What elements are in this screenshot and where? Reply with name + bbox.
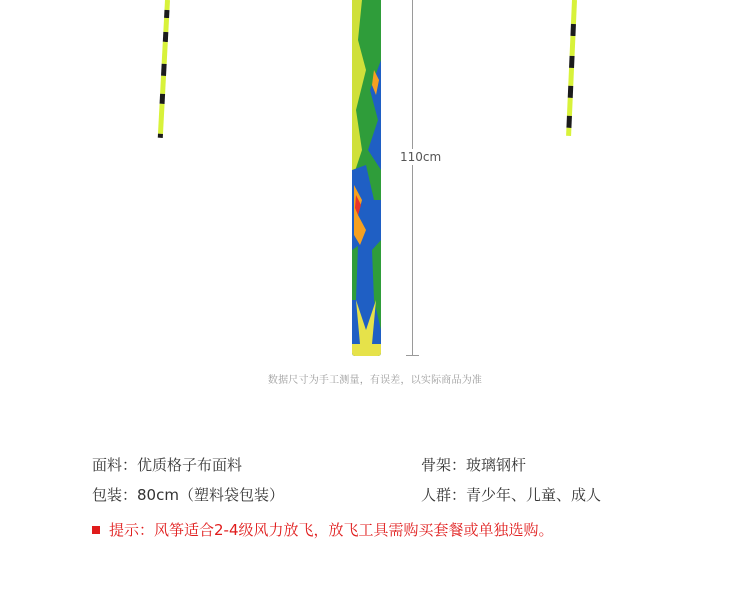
- spec-audience-value: 青少年、儿童、成人: [466, 486, 602, 504]
- notice-text: 提示：风筝适合2-4级风力放飞，放飞工具需购买套餐或单独选购。: [109, 521, 554, 539]
- spec-packaging-label: 包装：: [92, 486, 138, 504]
- spec-audience: [421, 484, 601, 505]
- right-kite-pole: [566, 0, 577, 136]
- red-square-bullet-icon: [92, 526, 100, 534]
- spec-frame-label: 骨架：: [421, 456, 467, 474]
- spec-material-value: 优质格子布面料: [137, 456, 243, 474]
- spec-frame: [421, 454, 526, 475]
- dimension-tick: [406, 355, 419, 356]
- spec-material-label: 面料：: [92, 456, 138, 474]
- measurement-caption: 数据尺寸为手工测量，有误差，以实际商品为准: [267, 375, 483, 386]
- spec-material: [92, 454, 242, 475]
- spec-audience-label: 人群：: [421, 486, 467, 504]
- dimension-label: 110cm: [400, 150, 442, 164]
- spec-packaging-value: 80cm（塑料袋包装）: [137, 486, 284, 504]
- kite-tail-image: [352, 0, 381, 356]
- flying-notice: [92, 519, 554, 540]
- dimension-line: [412, 0, 413, 356]
- spec-frame-value: 玻璃钢杆: [466, 456, 527, 474]
- spec-packaging: [92, 484, 284, 505]
- left-kite-pole: [158, 0, 170, 138]
